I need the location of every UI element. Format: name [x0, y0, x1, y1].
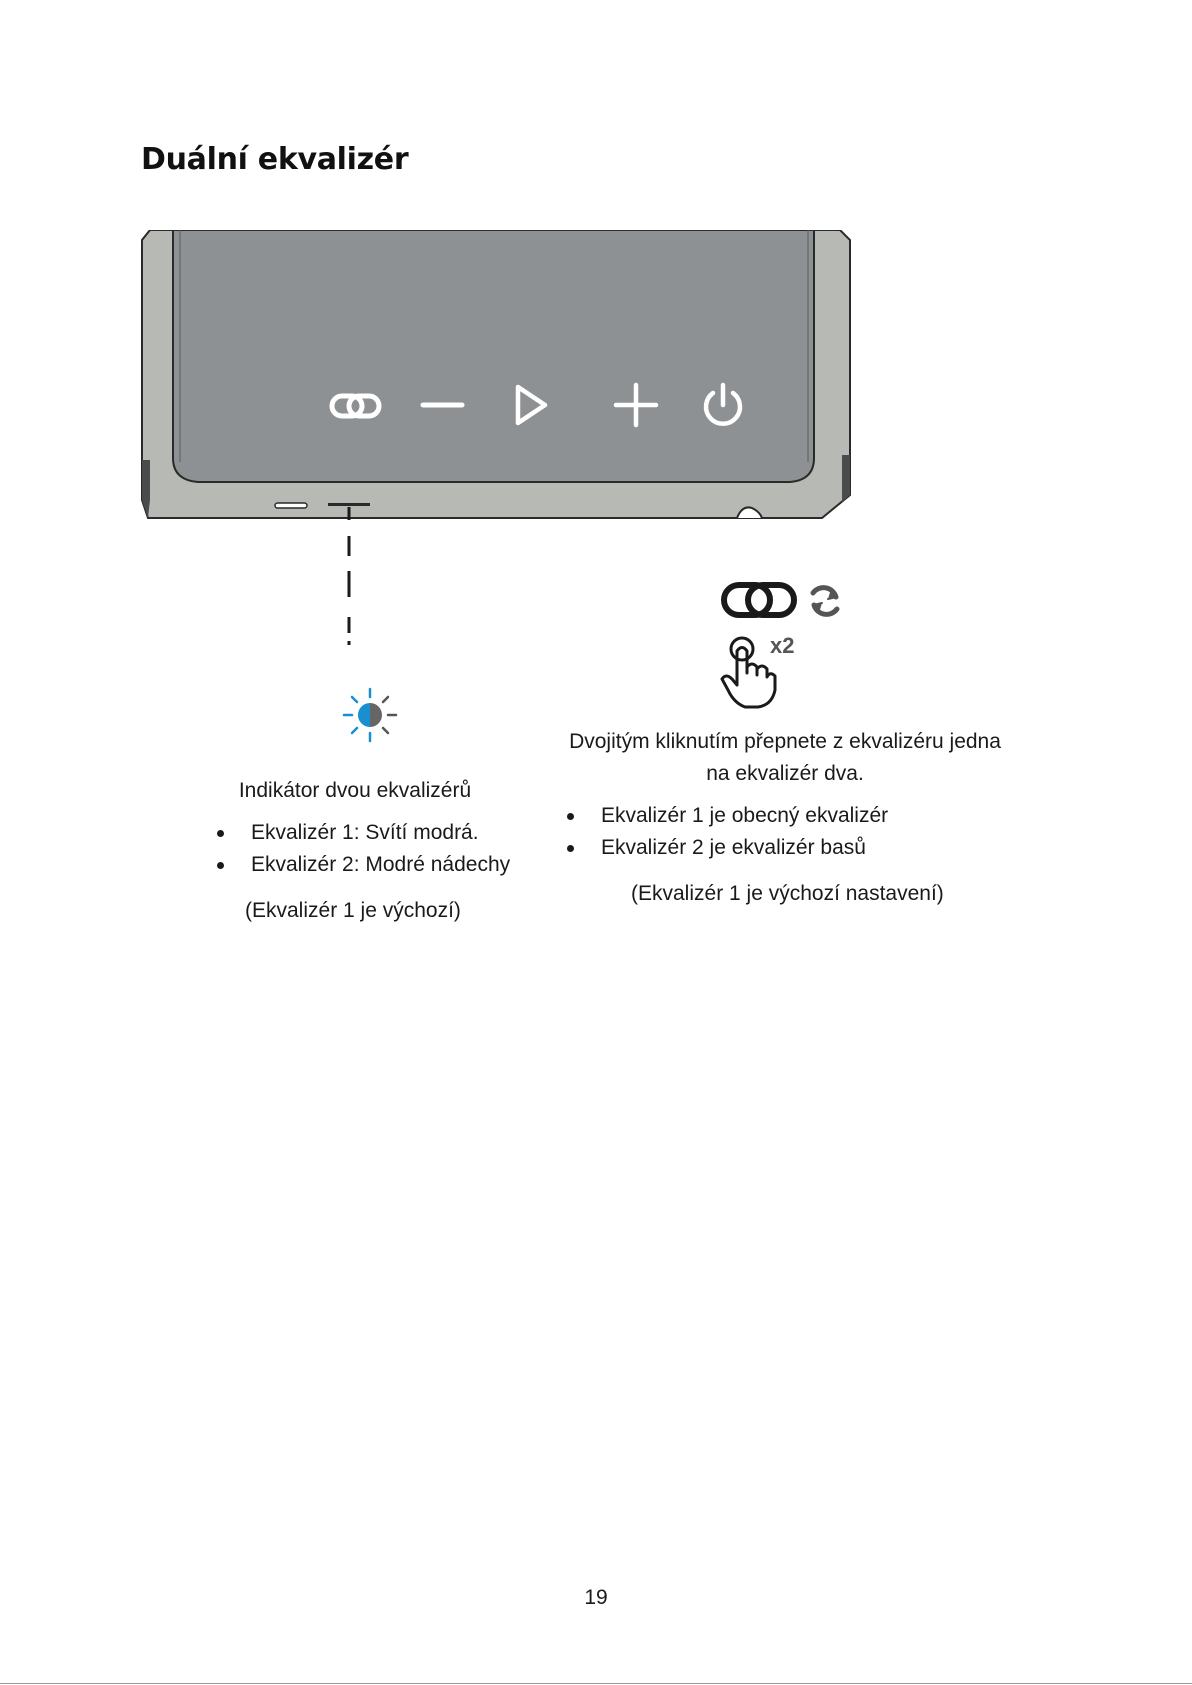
double-tap-hand-icon [722, 638, 775, 707]
list-item: Ekvalizér 1 je obecný ekvalizér [555, 800, 1035, 832]
indicator-description [205, 775, 545, 927]
eq-list [555, 800, 1035, 864]
tap-count-label: x2 [770, 633, 795, 658]
indicator-note: (Ekvalizér 1 je výchozí) [245, 899, 461, 922]
indicator-list [205, 817, 545, 881]
page-title: Duální ekvalizér [141, 142, 409, 177]
double-tap-glyphs [700, 575, 850, 715]
link-icon [724, 585, 794, 615]
half-blue-light-icon [340, 685, 400, 745]
page-number: 19 [584, 1586, 608, 1609]
page-bottom-rule [0, 1683, 1192, 1684]
double-tap-caption: Dvojitým kliknutím přepnete z ekvalizéru jedna na ekvalizér dva. [569, 730, 1001, 785]
refresh-icon [813, 588, 837, 615]
double-tap-description [555, 726, 1035, 910]
list-item: Ekvalizér 1: Svítí modrá. [205, 817, 545, 849]
usb-port [275, 503, 307, 508]
eq-led-slot [328, 503, 370, 506]
speaker-illustration [140, 230, 940, 575]
leader-line-tail [330, 575, 410, 675]
speaker-top-panel [173, 230, 814, 482]
list-item: Ekvalizér 2: Modré nádechy [205, 849, 545, 881]
indicator-caption: Indikátor dvou ekvalizérů [238, 779, 472, 802]
list-item: Ekvalizér 2 je ekvalizér basů [555, 832, 1035, 864]
double-tap-note: (Ekvalizér 1 je výchozí nastavení) [631, 882, 944, 905]
